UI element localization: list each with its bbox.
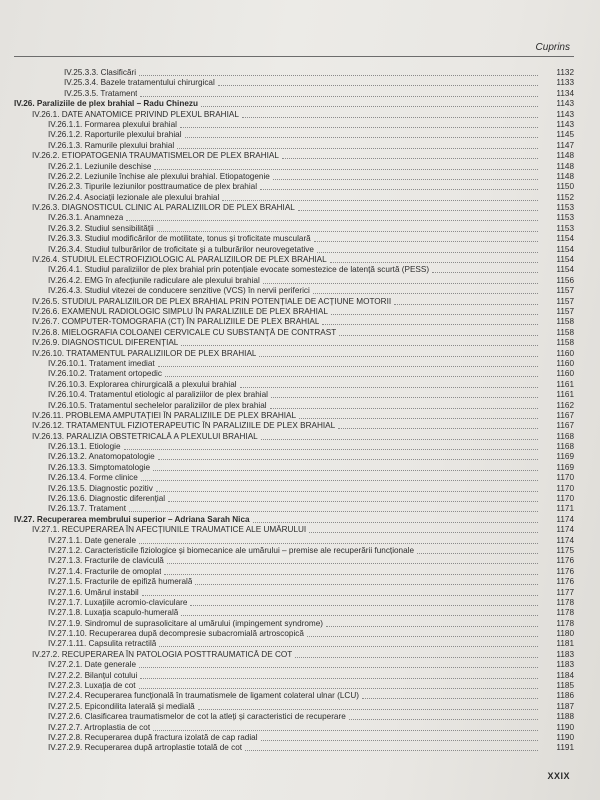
dot-leader: [240, 387, 538, 388]
toc-entry-page: 1152: [556, 192, 574, 202]
dot-leader: [338, 428, 538, 429]
dot-leader: [153, 730, 538, 731]
dot-leader: [158, 459, 538, 460]
toc-entry-page: 1183: [556, 660, 574, 670]
dot-leader: [261, 439, 538, 440]
toc-entry-page: 1153: [556, 223, 574, 233]
dot-leader: [126, 220, 538, 221]
dot-leader: [394, 304, 538, 305]
dot-leader: [222, 200, 538, 201]
toc-entry: [14, 515, 574, 525]
dot-leader: [139, 75, 538, 76]
toc-entry-title: IV.26.3.3. Studiul modificărilor de motilitate, tonus și troficitate musculară: [48, 234, 311, 244]
toc-entry: [14, 151, 574, 161]
toc-entry-page: 1190: [556, 722, 574, 732]
dot-leader: [141, 480, 538, 481]
toc-entry: [14, 297, 574, 307]
toc-entry-page: 1176: [556, 566, 574, 576]
toc-entry: [14, 588, 574, 598]
toc-entry-title: IV.25.3.3. Clasificări: [64, 68, 137, 77]
toc-entry-title: IV.27.2.2. Bilanțul cotului: [48, 670, 138, 680]
dot-leader: [282, 158, 538, 159]
toc-entry: [14, 286, 574, 296]
toc-entry-page: 1188: [556, 712, 574, 722]
toc-entry: [14, 349, 574, 359]
toc-entry: [14, 141, 574, 151]
dot-leader: [142, 595, 538, 596]
toc-entry: [14, 504, 574, 514]
toc-entry-title: IV.26.13.4. Forme clinice: [48, 473, 138, 483]
toc-entry: [14, 130, 574, 140]
toc-entry: [14, 442, 574, 452]
dot-leader: [307, 636, 538, 637]
toc-entry-page: 1184: [556, 670, 574, 680]
toc-entry: [14, 484, 574, 494]
toc-entry-title: IV.26.1.1. Formarea plexului brahial: [48, 119, 177, 129]
dot-leader: [139, 688, 538, 689]
toc-entry: [14, 608, 574, 618]
toc-entry-page: 1157: [556, 296, 574, 306]
toc-entry-page: 1187: [556, 701, 574, 711]
dot-leader: [362, 698, 538, 699]
dot-leader: [330, 262, 538, 263]
toc-entry-page: 1177: [556, 587, 574, 597]
dot-leader: [260, 189, 538, 190]
toc-entry: [14, 78, 574, 88]
toc-entry-page: 1143: [556, 119, 574, 129]
toc-entry-title: IV.26.3.1. Anamneza: [48, 213, 124, 223]
toc-entry: [14, 660, 574, 670]
dot-leader: [417, 553, 538, 554]
toc-entry: [14, 193, 574, 203]
toc-entry-title: IV.26.2.3. Tipurile leziunilor posttraumatice de plex brahial: [48, 182, 258, 192]
dot-leader: [201, 106, 538, 107]
toc-entry-title: IV.25.3.5. Tratament: [64, 88, 138, 98]
toc-entry-title: IV.26.1.2. Raporturile plexului brahial: [48, 130, 182, 140]
dot-leader: [181, 615, 538, 616]
dot-leader: [159, 646, 538, 647]
toc-entry: [14, 390, 574, 400]
toc-entry-title: IV.27.1.5. Fracturile de epifiză humerală: [48, 577, 193, 587]
toc-entry: [14, 162, 574, 172]
dot-leader: [185, 137, 538, 138]
toc-entry-title: IV.26.11. PROBLEMA AMPUTAȚIEI ÎN PARALIZIILE DE PLEX BRAHIAL: [32, 410, 297, 420]
dot-leader: [139, 543, 538, 544]
toc-entry: [14, 234, 574, 244]
toc-entry-title: IV.26.10.5. Tratamentul sechelelor paraliziilor de plex brahial: [48, 400, 267, 410]
toc-entry: [14, 110, 574, 120]
toc-entry-title: IV.26.10.2. Tratament ortopedic: [48, 369, 162, 379]
toc-entry-title: IV.27. Recuperarea membrului superior – Adriana Sarah Nica: [14, 514, 250, 524]
toc-entry: [14, 307, 574, 317]
toc-entry: [14, 432, 574, 442]
dot-leader: [317, 252, 538, 253]
toc-entry-page: 1154: [556, 255, 574, 265]
toc-entry: [14, 120, 574, 130]
toc-entry-title: IV.26.10. TRATAMENTUL PARALIZIILOR DE PLEX BRAHIAL: [32, 348, 257, 358]
running-header-title: Cuprins: [535, 42, 570, 53]
toc-entry-page: 1132: [556, 68, 574, 77]
toc-entry-page: 1174: [556, 535, 574, 545]
toc-entry: [14, 671, 574, 681]
toc-entry-page: 1183: [556, 649, 574, 659]
toc-entry-page: 1145: [556, 130, 574, 140]
toc-entry-page: 1160: [556, 369, 574, 379]
toc-entry-title: IV.27.1.9. Sindromul de suprasolicitare al umărului (impingement syndrome): [48, 618, 324, 628]
toc-entry: [14, 369, 574, 379]
toc-entry: [14, 639, 574, 649]
toc-entry-page: 1153: [556, 203, 574, 213]
toc-entry: [14, 463, 574, 473]
toc-entry-page: 1178: [556, 597, 574, 607]
toc-entry-title: IV.26. Paraliziile de plex brahial – Radu Chinezu: [14, 99, 198, 109]
toc-entry: [14, 598, 574, 608]
toc-entry-title: IV.26.13.3. Simptomatologie: [48, 462, 151, 472]
toc-entry: [14, 723, 574, 733]
dot-leader: [156, 491, 538, 492]
toc-entry-title: IV.26.4. STUDIUL ELECTROFIZIOLOGIC AL PARALIZIILOR DE PLEX BRAHIAL: [32, 255, 327, 265]
dot-leader: [271, 397, 538, 398]
toc-entry-page: 1162: [556, 400, 574, 410]
toc-entry-title: IV.27.2. RECUPERAREA ÎN PATOLOGIA POSTTRAUMATICĂ DE COT: [32, 649, 293, 659]
toc-entry: [14, 556, 574, 566]
toc-entry-page: 1161: [556, 390, 574, 400]
toc-entry-page: 1148: [556, 151, 574, 161]
toc-entry-page: 1158: [556, 338, 574, 348]
toc-entry-title: IV.26.13. PARALIZIA OBSTETRICALĂ A PLEXULUI BRAHIAL: [32, 431, 258, 441]
dot-leader: [339, 335, 538, 336]
toc-entry-title: IV.26.13.2. Anatomopatologie: [48, 452, 155, 462]
toc-entry-title: IV.26.2.4. Asociații lezionale ale plexului brahial: [48, 192, 220, 202]
toc-entry-title: IV.26.2.1. Leziunile deschise: [48, 161, 152, 171]
dot-leader: [349, 719, 538, 720]
toc-entry-title: IV.26.10.3. Explorarea chirurgicală a plexului brahial: [48, 379, 237, 389]
toc-entry: [14, 702, 574, 712]
toc-entry-page: 1150: [556, 182, 574, 192]
dot-leader: [157, 231, 538, 232]
toc-entry: [14, 712, 574, 722]
toc-entry-page: 1170: [556, 494, 574, 504]
toc-entry: [14, 536, 574, 546]
toc-entry: [14, 567, 574, 577]
toc-entry: [14, 380, 574, 390]
toc-entry-title: IV.26.4.2. EMG în afecțiunile radiculare ale plexului brahial: [48, 275, 260, 285]
dot-leader: [139, 667, 538, 668]
toc-entry-page: 1154: [556, 234, 574, 244]
dot-leader: [154, 169, 538, 170]
toc-entry: [14, 494, 574, 504]
toc-entry: [14, 421, 574, 431]
toc-entry-page: 1148: [556, 171, 574, 181]
toc-entry-title: IV.26.10.4. Tratamentul etiologic al paraliziilor de plex brahial: [48, 390, 268, 400]
dot-leader: [261, 740, 538, 741]
toc-entry-page: 1190: [556, 733, 574, 742]
toc-entry-page: 1178: [556, 618, 574, 628]
dot-leader: [245, 750, 538, 751]
toc-entry: [14, 89, 574, 99]
toc-entry: [14, 629, 574, 639]
dot-leader: [181, 345, 538, 346]
toc-entry-title: IV.27.1.4. Fracturile de omoplat: [48, 566, 162, 576]
toc-entry-page: 1157: [556, 306, 574, 316]
toc-entry: [14, 691, 574, 701]
toc-entry: [14, 245, 574, 255]
toc-entry: [14, 213, 574, 223]
toc-entry-page: 1167: [556, 421, 574, 431]
dot-leader: [195, 584, 538, 585]
toc-entry-title: IV.26.4.1. Studiul paraliziilor de plex brahial prin potențiale evocate somestezice de latență scurtă (PESS): [48, 265, 430, 275]
toc-entry: [14, 68, 574, 78]
table-of-contents: [14, 68, 574, 754]
toc-entry: [14, 276, 574, 286]
toc-entry-page: 1175: [556, 545, 574, 555]
dot-leader: [309, 532, 538, 533]
toc-entry: [14, 681, 574, 691]
toc-entry-title: IV.27.2.7. Artroplastia de cot: [48, 722, 151, 732]
dot-leader: [314, 241, 538, 242]
toc-entry-title: IV.26.10.1. Tratament imediat: [48, 358, 155, 368]
toc-entry-title: IV.26.1. DATE ANATOMICE PRIVIND PLEXUL BRAHIAL: [32, 109, 239, 119]
toc-entry-page: 1169: [556, 452, 574, 462]
dot-leader: [259, 356, 538, 357]
toc-entry-page: 1154: [556, 265, 574, 275]
toc-entry-page: 1161: [556, 379, 574, 389]
toc-entry-page: 1174: [556, 514, 574, 524]
toc-entry-title: IV.27.1.7. Luxațiile acromio-claviculare: [48, 597, 188, 607]
toc-entry-page: 1156: [556, 275, 574, 285]
dot-leader: [140, 96, 538, 97]
toc-entry-title: IV.27.2.1. Date generale: [48, 660, 137, 670]
toc-entry-title: IV.26.5. STUDIUL PARALIZIILOR DE PLEX BRAHIAL PRIN POTENȚIALE DE ACȚIUNE MOTORII: [32, 296, 392, 306]
dot-leader: [313, 293, 538, 294]
dot-leader: [322, 324, 538, 325]
dot-leader: [165, 376, 538, 377]
toc-entry: [14, 546, 574, 556]
toc-entry-page: 1178: [556, 608, 574, 618]
dot-leader: [263, 283, 538, 284]
toc-entry: [14, 525, 574, 535]
dot-leader: [218, 85, 538, 86]
toc-entry: [14, 265, 574, 275]
dot-leader: [295, 657, 538, 658]
toc-entry: [14, 452, 574, 462]
toc-entry-page: 1181: [556, 639, 574, 649]
dot-leader: [153, 470, 538, 471]
dot-leader: [158, 366, 538, 367]
toc-entry-page: 1191: [556, 743, 574, 753]
toc-entry-title: IV.27.2.8. Recuperarea după fractura izolată de cap radial: [48, 733, 258, 742]
toc-entry: [14, 317, 574, 327]
toc-entry-page: 1160: [556, 358, 574, 368]
toc-entry: [14, 255, 574, 265]
toc-entry: [14, 577, 574, 587]
toc-entry-title: IV.27.1.1. Date generale: [48, 535, 137, 545]
toc-entry-title: IV.26.4.3. Studiul vitezei de conducere senzitive (VCS) în nervii periferici: [48, 286, 310, 296]
toc-entry: [14, 733, 574, 743]
toc-entry-page: 1186: [556, 691, 574, 701]
toc-entry-title: IV.27.1.8. Luxația scapulo-humerală: [48, 608, 179, 618]
toc-entry-page: 1158: [556, 317, 574, 327]
toc-entry-title: IV.26.1.3. Ramurile plexului brahial: [48, 140, 175, 150]
dot-leader: [190, 605, 538, 606]
toc-entry-page: 1134: [556, 88, 574, 98]
toc-entry-page: 1153: [556, 213, 574, 223]
dot-leader: [198, 709, 538, 710]
toc-entry-title: IV.27.1.10. Recuperarea după decompresie subacromială artroscopică: [48, 629, 304, 639]
toc-entry-title: IV.26.8. MIELOGRAFIA COLOANEI CERVICALE CU SUBSTANȚĂ DE CONTRAST: [32, 327, 337, 337]
toc-entry-page: 1160: [556, 348, 574, 358]
toc-entry: [14, 473, 574, 483]
toc-entry-page: 1167: [556, 410, 574, 420]
dot-leader: [167, 563, 538, 564]
toc-entry-title: IV.26.2.2. Leziunile închise ale plexului brahial. Etiopatogenie: [48, 171, 270, 181]
toc-entry-page: 1174: [556, 525, 574, 535]
toc-entry-title: IV.26.3. DIAGNOSTICUL CLINIC AL PARALIZIILOR DE PLEX BRAHIAL: [32, 203, 295, 213]
toc-entry-title: IV.26.2. ETIOPATOGENIA TRAUMATISMELOR DE PLEX BRAHIAL: [32, 151, 279, 161]
toc-entry: [14, 224, 574, 234]
toc-entry-title: IV.26.13.1. Etiologie: [48, 442, 121, 452]
dot-leader: [273, 179, 538, 180]
toc-entry-page: 1176: [556, 556, 574, 566]
dot-leader: [242, 117, 538, 118]
dot-leader: [129, 511, 538, 512]
toc-entry-title: IV.26.13.7. Tratament: [48, 504, 126, 514]
toc-entry-title: IV.27.1.11. Capsulita retractilă: [48, 639, 157, 649]
toc-entry-page: 1143: [556, 109, 574, 119]
toc-entry-title: IV.25.3.4. Bazele tratamentului chirurgical: [64, 78, 215, 88]
page-number: XXIX: [547, 771, 570, 781]
toc-entry-page: 1185: [556, 681, 574, 691]
toc-entry-title: IV.27.1.6. Umărul instabil: [48, 587, 139, 597]
toc-entry: [14, 359, 574, 369]
dot-leader: [168, 501, 538, 502]
toc-entry-title: IV.27.1.2. Caracteristicile fiziologice și biomecanice ale umărului – premise ale recuperării funcționale: [48, 545, 415, 555]
toc-entry-page: 1170: [556, 483, 574, 493]
toc-entry-title: IV.27.2.3. Luxația de cot: [48, 681, 136, 691]
toc-entry: [14, 328, 574, 338]
toc-entry-page: 1143: [556, 99, 574, 109]
toc-entry: [14, 411, 574, 421]
toc-entry-title: IV.27.1. RECUPERAREA ÎN AFECȚIUNILE TRAUMATICE ALE UMĂRULUI: [32, 525, 307, 535]
toc-entry-page: 1133: [556, 78, 574, 88]
toc-entry-title: IV.26.7. COMPUTER-TOMOGRAFIA (CT) ÎN PARALIZIILE DE PLEX BRAHIAL: [32, 317, 320, 327]
toc-entry-page: 1168: [556, 431, 574, 441]
toc-entry-page: 1180: [556, 629, 574, 639]
dot-leader: [326, 626, 538, 627]
toc-entry-title: IV.27.2.6. Clasificarea traumatismelor de cot la atleți și caracteristici de recuperare: [48, 712, 346, 722]
toc-entry-title: IV.26.6. EXAMENUL RADIOLOGIC SIMPLU ÎN PARALIZIILE DE PLEX BRAHIAL: [32, 306, 328, 316]
dot-leader: [432, 272, 538, 273]
toc-entry: [14, 182, 574, 192]
toc-entry-page: 1147: [556, 140, 574, 150]
toc-entry-page: 1148: [556, 161, 574, 171]
toc-entry-title: IV.27.2.5. Epicondilita laterală și medială: [48, 701, 195, 711]
toc-entry-title: IV.26.3.4. Studiul tulburărilor de troficitate și a tulburărilor neurovegetative: [48, 244, 314, 254]
dot-leader: [124, 449, 538, 450]
toc-entry: [14, 172, 574, 182]
dot-leader: [253, 522, 538, 523]
toc-entry: [14, 743, 574, 753]
dot-leader: [299, 418, 538, 419]
dot-leader: [331, 314, 538, 315]
toc-entry-title: IV.26.9. DIAGNOSTICUL DIFERENȚIAL: [32, 338, 179, 348]
toc-entry-page: 1158: [556, 327, 574, 337]
toc-entry: [14, 99, 574, 109]
toc-entry-page: 1171: [556, 504, 574, 514]
dot-leader: [177, 148, 538, 149]
dot-leader: [140, 678, 538, 679]
toc-entry-page: 1169: [556, 462, 574, 472]
toc-entry-page: 1170: [556, 473, 574, 483]
toc-entry-title: IV.26.13.5. Diagnostic pozitiv: [48, 483, 153, 493]
toc-entry-title: IV.27.1.3. Fracturile de claviculă: [48, 556, 164, 566]
dot-leader: [298, 210, 538, 211]
header-rule: [14, 56, 574, 57]
toc-entry-page: 1157: [556, 286, 574, 296]
toc-entry-title: IV.26.3.2. Studiul sensibilității: [48, 223, 154, 233]
toc-entry-title: IV.27.2.4. Recuperarea funcțională în traumatismele de ligament colateral ulnar (LCU): [48, 691, 359, 701]
toc-entry-title: IV.26.13.6. Diagnostic diferențial: [48, 494, 166, 504]
toc-entry: [14, 619, 574, 629]
dot-leader: [270, 408, 538, 409]
toc-entry-title: IV.27.2.9. Recuperarea după artroplastie totală de cot: [48, 743, 243, 753]
toc-entry-title: IV.26.12. TRATAMENTUL FIZIOTERAPEUTIC ÎN PARALIZIILE DE PLEX BRAHIAL: [32, 421, 336, 431]
toc-entry: [14, 203, 574, 213]
toc-entry-page: 1176: [556, 577, 574, 587]
toc-entry: [14, 338, 574, 348]
toc-entry: [14, 401, 574, 411]
toc-entry-page: 1154: [556, 244, 574, 254]
dot-leader: [164, 574, 538, 575]
toc-entry-page: 1168: [556, 442, 574, 452]
toc-entry: [14, 650, 574, 660]
dot-leader: [180, 127, 538, 128]
